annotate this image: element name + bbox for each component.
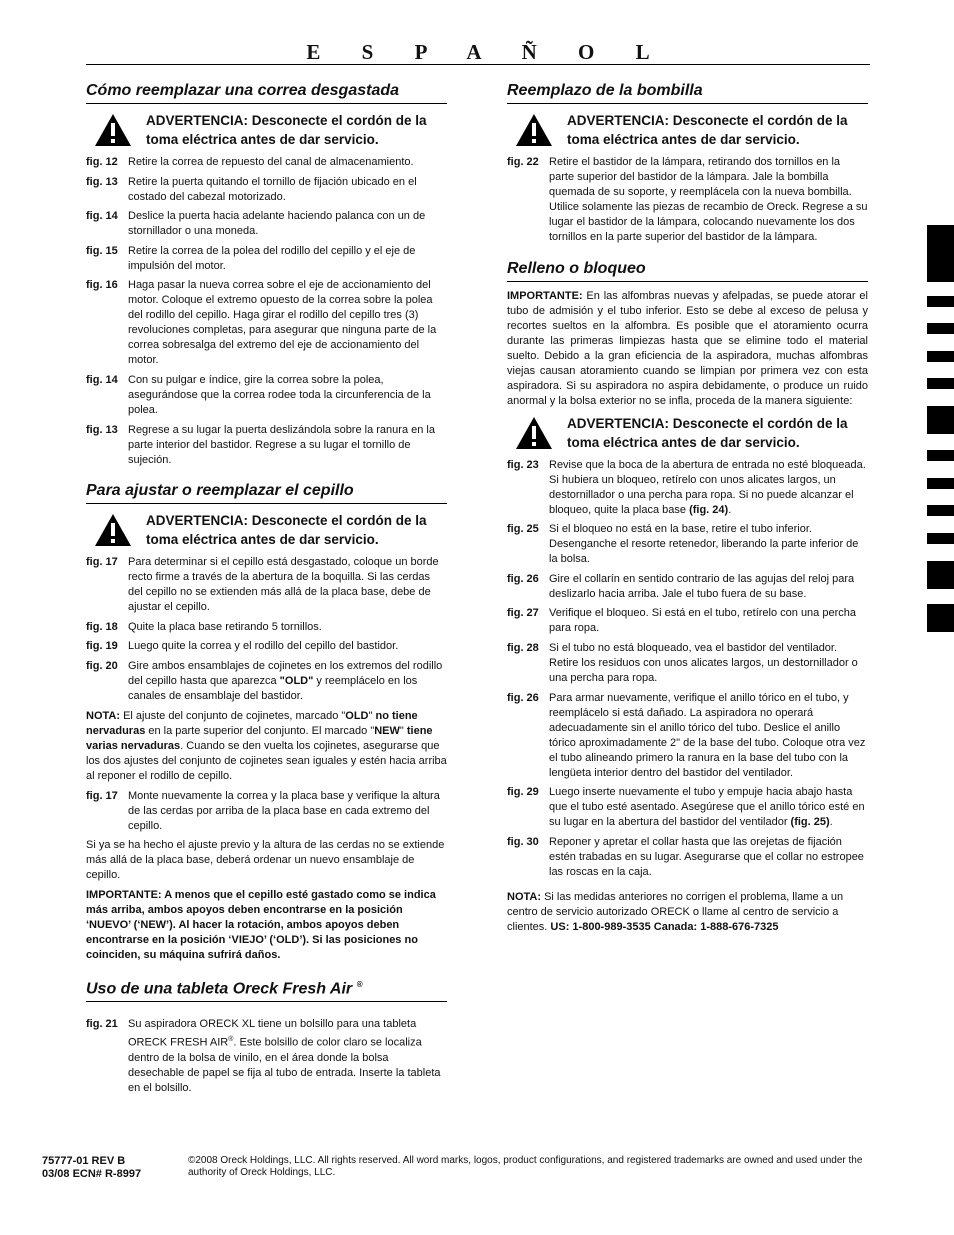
heading-text: Uso de una tableta Oreck Fresh Air	[86, 980, 353, 998]
note-text: "	[368, 709, 376, 722]
section-heading-bulb: Reemplazo de la bombilla	[507, 82, 868, 104]
warning-text: ADVERTENCIA: Desconecte el cordón de la toma eléctrica antes de dar servicio.	[146, 513, 427, 548]
note-bold: OLD	[345, 709, 369, 722]
fig-label: fig. 19	[86, 640, 118, 653]
fig-text: Regrese a su lugar la puerta deslizándola sobre la ranura en la parte interior del bastidor. Regrese a su lugar el tornillo de sujeción.	[128, 423, 435, 466]
fig-text-part: Luego inserte nuevamente el tubo y empuje hacia abajo hasta que el tubo esté asentado. Asegúrese que el anillo tórico esté en su lugar en la abertura del bastidor del ventilador	[549, 786, 865, 829]
section-heading-clog: Relleno o bloqueo	[507, 260, 868, 282]
fig-text-part: . Este bolsillo de color claro se localiza dentro de la bolsa de vinilo, en el área donde la bolsa desechable de papel se fija al tubo de entrada. Inserte la tableta en el bolsillo.	[128, 1037, 441, 1095]
warning-text: ADVERTENCIA: Desconecte el cordón de la toma eléctrica antes de dar servicio.	[567, 415, 848, 450]
fig-text: Retire la puerta quitando el tornillo de fijación ubicado en el costado del cabezal motorizado.	[128, 175, 417, 203]
index-tab-current	[927, 225, 954, 282]
note-text: en la parte superior del conjunto. El marcado "	[145, 724, 375, 737]
note-text: . Cuando se den vuelta los cojinetes, asegurarse que los dos ajustes del conjunto de cojinetes sean iguales y estén hacia arriba al reponer el rodillo de cepillo.	[86, 739, 447, 782]
index-tab	[927, 533, 954, 544]
banner-text: E S P A Ñ O L	[306, 40, 668, 64]
fig-item	[86, 555, 447, 615]
section-heading-brush: Para ajustar o reemplazar el cepillo	[86, 482, 447, 504]
warning-triangle-icon	[94, 113, 132, 147]
fig-text: Retire el bastidor de la lámpara, retirando dos tornillos en la parte superior del bastidor de la lámpara. Jale la bombilla quemada de su soporte, y reemplácela con la nueva bombilla. Utilice solamente las piezas de recambio de Oreck. Regrese a su lugar el bastidor de la lámpara, colocando nuevamente los dos tornillos en la parte superior del bastidor de la lámpara.	[549, 156, 868, 243]
warning-triangle-icon	[94, 513, 132, 547]
note-bold: tiene varias nervaduras	[86, 724, 433, 752]
fig-item	[86, 278, 447, 368]
warning-text: ADVERTENCIA: Desconecte el cordón de la toma eléctrica antes de dar servicio.	[146, 113, 427, 147]
fig-item	[507, 785, 868, 830]
fig-label: fig. 26	[507, 691, 539, 704]
revision-date: 03/08 ECN# R-8997	[42, 1168, 142, 1180]
index-tab	[927, 323, 954, 334]
note-text: "	[399, 724, 407, 737]
fig-item	[507, 155, 868, 245]
fig-label: fig. 20	[86, 659, 118, 672]
fig-label: fig. 23	[507, 458, 539, 471]
fig-text: Retire la correa de la polea del rodillo del cepillo y el eje de impulsión del motor.	[128, 244, 416, 272]
document-code	[42, 1155, 182, 1181]
important-paragraph	[507, 289, 868, 409]
index-tab	[927, 450, 954, 461]
fig-text-part: Su aspiradora ORECK XL tiene un bolsillo para una tableta ORECK FRESH AIR	[128, 1018, 417, 1050]
warning-block	[507, 414, 868, 452]
warning-triangle-icon	[515, 113, 553, 147]
registered-mark: ®	[356, 980, 363, 990]
fig-label: fig. 29	[507, 786, 539, 799]
note-bold: no tiene nervaduras	[86, 709, 418, 737]
warning-block	[86, 111, 447, 149]
fig-label: fig. 16	[86, 279, 118, 292]
note-paragraph	[86, 709, 447, 784]
fig-item	[86, 244, 447, 274]
fig-text-part: y reemplácelo en los canales de ensamblaje del bastidor.	[128, 674, 418, 702]
fig-text	[549, 785, 868, 830]
fig-text: Con su pulgar e índice, gire la correa sobre la polea, asegurándose que la correa rodee toda la circunferencia de la polea.	[128, 373, 431, 416]
section-heading-belt: Cómo reemplazar una correa desgastada	[86, 82, 447, 104]
warning-text: ADVERTENCIA: Desconecte el cordón de la toma eléctrica antes de dar servicio.	[567, 113, 848, 147]
warning-block	[507, 111, 868, 149]
support-phone-numbers: US: 1-800-989-3535 Canada: 1-888-676-7325	[550, 921, 779, 934]
fig-label: fig. 18	[86, 620, 118, 633]
index-tab	[927, 478, 954, 489]
index-tab	[927, 505, 954, 516]
fig-label: fig. 17	[86, 789, 118, 802]
index-tab	[927, 561, 954, 589]
left-column	[86, 82, 447, 1101]
fig-label: fig. 13	[86, 175, 118, 188]
right-column	[507, 82, 868, 940]
fig-item	[86, 373, 447, 418]
fig-item	[86, 209, 447, 239]
fig-text: Monte nuevamente la correa y la placa base y verifique la altura de las cerdas por arriba de la placa base en cada extremo del cepillo.	[128, 789, 440, 832]
fig-item	[507, 641, 868, 686]
fig-text: Deslice la puerta hacia adelante haciendo palanca con un de stornillador o una moneda.	[128, 210, 426, 238]
fig-text-part: .	[728, 503, 732, 516]
important-paragraph: IMPORTANTE: A menos que el cepillo esté gastado como se indica más arriba, ambos apoyos deben encontrarse en la posición ‘NUEVO’ (‘NEW’). Al hacer la rotación, ambos apoyos deben encontrarse en la posición ‘VIEJO’ (‘OLD’). Si las posiciones no coinciden, su máquina sufrirá daños.	[86, 889, 436, 962]
important-label: IMPORTANTE:	[507, 289, 583, 302]
note-text: El ajuste del conjunto de cojinetes, marcado "	[120, 709, 346, 722]
fig-text	[128, 659, 447, 704]
fig-text: Si el bloqueo no está en la base, retire el tubo inferior. Desenganche el resorte retenedor, liberando la parte inferior de la bolsa.	[549, 523, 859, 566]
fig-item	[86, 639, 447, 654]
fig-text-part: .	[829, 816, 833, 829]
fig-label: fig. 12	[86, 156, 118, 168]
fig-item	[86, 175, 447, 205]
fig-text: Quite la placa base retirando 5 tornillos.	[128, 620, 322, 633]
index-tab	[927, 351, 954, 362]
fig-item	[86, 155, 447, 170]
fig-label: fig. 27	[507, 607, 539, 620]
index-tab	[927, 296, 954, 307]
fig-text: Si el tubo no está bloqueado, vea el bastidor del ventilador. Retire los residuos con unos alicates largos, un destornillador o una percha para ropa.	[549, 641, 858, 684]
fig-item	[507, 572, 868, 602]
index-tab	[927, 604, 954, 632]
registered-mark: ®	[228, 1036, 234, 1044]
fig-text: Reponer y apretar el collar hasta que las orejetas de fijación estén trabadas en su lugar. Asegurarse que el collar no estropee las roscas en la caja.	[549, 835, 864, 878]
fig-text: Luego quite la correa y el rodillo del cepillo del bastidor.	[128, 640, 399, 653]
fig-text: Haga pasar la nueva correa sobre el eje de accionamiento del motor. Coloque el extremo opuesto de la correa sobre la polea del rodillo del cepillo. Haga girar el rodillo del cepillo tres (3) revoluciones completas, para asegurar que ninguna parte de la correa sobresalga del extremo del eje de accionamiento del motor.	[128, 279, 437, 367]
fig-label: fig. 17	[86, 556, 118, 569]
fig-label: fig. 15	[86, 244, 118, 257]
fig-label: fig. 30	[507, 835, 539, 848]
fig-label: fig. 28	[507, 641, 539, 654]
fig-text: Gire el collarín en sentido contrario de las agujas del reloj para deslizarlo hacia arriba. Jale el tubo fuera de su base.	[549, 572, 855, 600]
fig-label: fig. 14	[86, 210, 118, 223]
warning-triangle-icon	[515, 416, 553, 450]
fig-text: Para armar nuevamente, verifique el anillo tórico en el tubo, y reemplácelo si está dañado. La aspiradora no operará adecuadamente sin el anillo tórico del tubo. Deslice el anillo tórico aproximadamente 2" de la base del tubo. Coloque otra vez el tubo alineando primero la ranura en la base del tubo con la lengüeta interior dentro del bastidor del ventilador.	[549, 691, 866, 779]
warning-block	[86, 511, 447, 549]
fig-item	[507, 691, 868, 781]
fig-item	[86, 659, 447, 704]
note-label: NOTA:	[86, 709, 121, 722]
fig-text: Retire la correa de repuesto del canal de almacenamiento.	[128, 156, 414, 168]
fig-text: Para determinar si el cepillo está desgastado, coloque un borde recto firme a través de la abertura de la boquilla. Si las cerdas del cepillo no se extienden más allá de la placa base, debe de ajustar el cepillo.	[128, 556, 439, 614]
fig-item	[507, 606, 868, 636]
fig-text-part: Revise que la boca de la abertura de entrada no esté bloqueada. Si hubiera un bloqueo, retírelo con unos alicates largos, un destornillador o una percha para ropa. Si no puede alcanzar el bloqueo, quite la placa base	[549, 458, 866, 516]
language-banner	[86, 40, 870, 65]
index-tab	[927, 406, 954, 434]
fig-text-bold: (fig. 25)	[790, 816, 830, 829]
body-paragraph: Si ya se ha hecho el ajuste previo y la altura de las cerdas no se extiende más allá de la placa base, deberá ordenar un nuevo ensamblaje de cepillo.	[86, 839, 445, 882]
note-text: Si las medidas anteriores no corrigen el problema, llame a un centro de servicio autorizado ORECK o llame al centro de servicio a clientes.	[507, 891, 844, 934]
fig-text	[128, 1017, 447, 1096]
fig-label: fig. 22	[507, 156, 539, 168]
fig-text-bold: "OLD"	[279, 674, 314, 687]
fig-text-part: Gire ambos ensamblajes de cojinetes en los extremos del rodillo del cepillo hasta que aparezca	[128, 659, 443, 687]
fig-text	[549, 458, 868, 518]
fig-item	[86, 1017, 447, 1096]
fig-item	[86, 423, 447, 468]
part-number: 75777-01 REV B	[42, 1155, 126, 1167]
important-text: En las alfombras nuevas y afelpadas, se puede atorar el tubo de admisión y el tubo inferior. Esto se debe al exceso de pelusa y recortes sueltos en la alfombra. Es posible que el atoramiento ocurra durante las primeras limpiezas hasta que se elimine todo el material suelto. Debido a la gran eficiencia de la aspiradora, muchas alfombras viejas causan atoramiento cuando se limpian por primera vez con esta aspiradora. Si su aspiradora no aspira debidamente, o produce un ruido anormal y la bolsa exterior no se infla, proceda de la manera siguiente:	[507, 289, 868, 407]
fig-label: fig. 13	[86, 423, 118, 436]
fig-item	[86, 789, 447, 834]
fig-text: Verifique el bloqueo. Si está en el tubo, retírelo con una percha para ropa.	[549, 607, 856, 635]
fig-item	[507, 458, 868, 518]
fig-item	[86, 620, 447, 635]
fig-label: fig. 21	[86, 1018, 118, 1031]
copyright-notice: ©2008 Oreck Holdings, LLC. All rights reserved. All word marks, logos, product configurations, and registered trademarks are owned and used under the authority of Oreck Holdings, LLC.	[188, 1155, 863, 1178]
note-paragraph	[507, 890, 868, 935]
fig-label: fig. 14	[86, 373, 118, 386]
section-heading-fresh-air	[86, 976, 447, 1002]
fig-item	[507, 522, 868, 567]
fig-label: fig. 25	[507, 523, 539, 536]
fig-label: fig. 26	[507, 572, 539, 585]
fig-item	[507, 835, 868, 880]
index-tab	[927, 378, 954, 389]
note-bold: NEW	[374, 724, 400, 737]
note-label: NOTA:	[507, 891, 542, 904]
fig-text-bold: (fig. 24)	[689, 503, 729, 516]
